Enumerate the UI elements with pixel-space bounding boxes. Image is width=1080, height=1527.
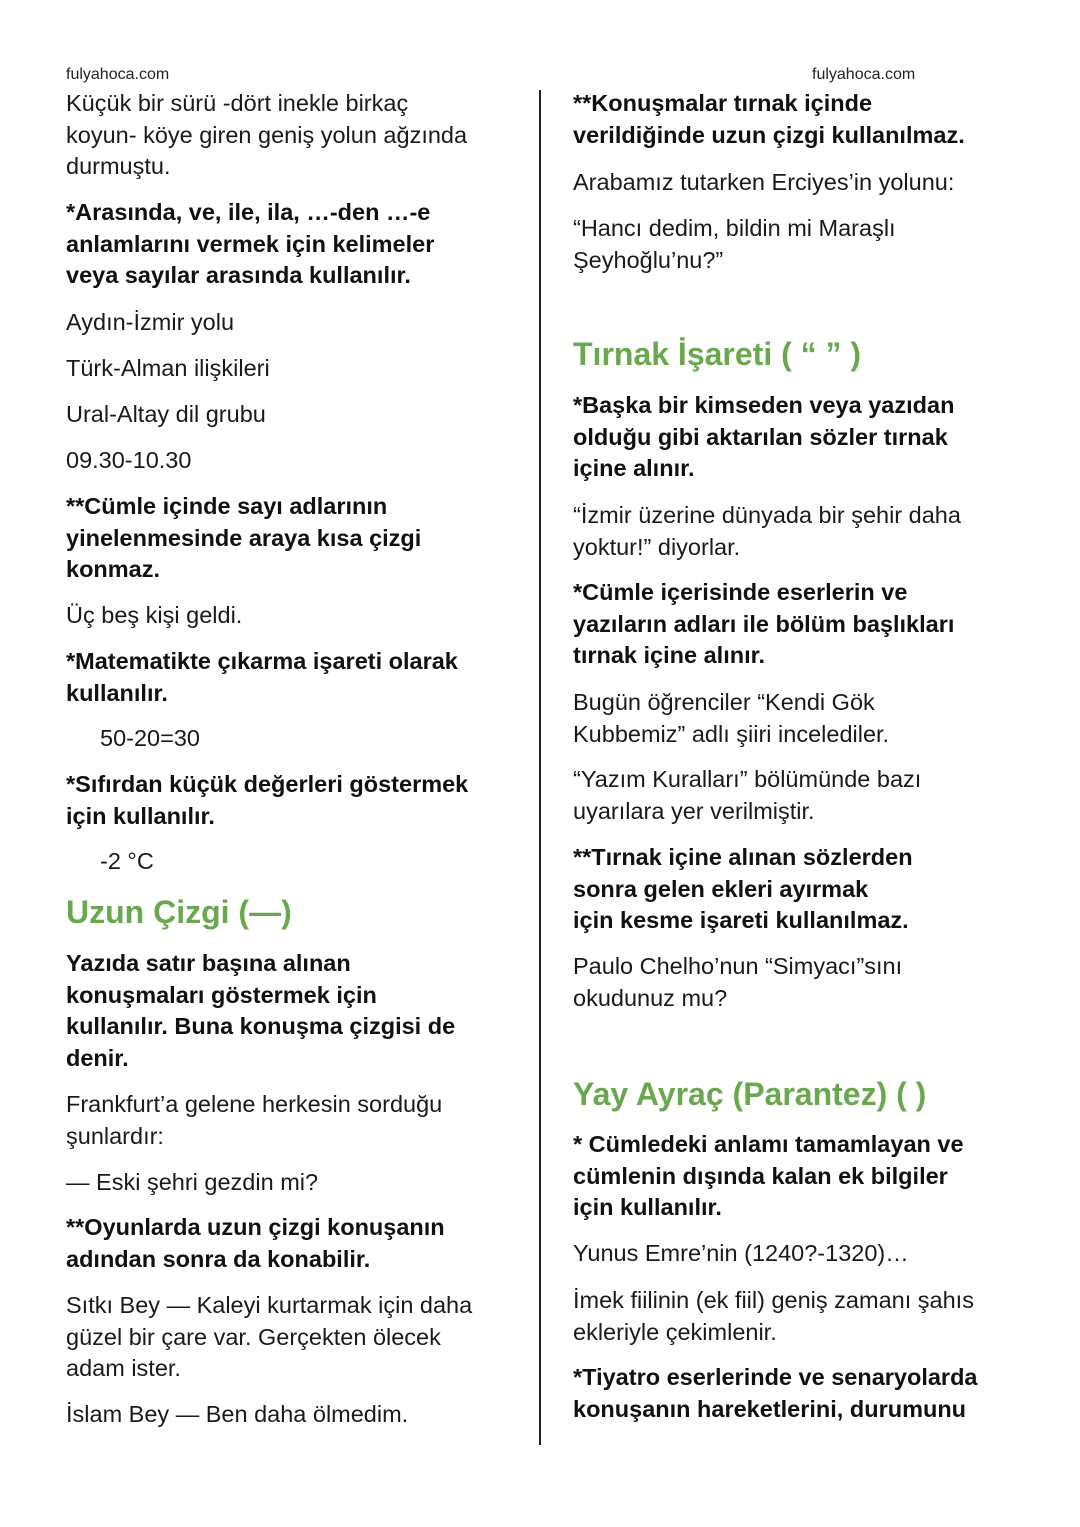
example-text: Yunus Emre’nin (1240?-1320)… [573, 1240, 909, 1266]
example-text: Türk-Alman ilişkileri [66, 355, 270, 381]
rule-text: *Başka bir kimseden veya yazıdan olduğu gibi aktarılan sözler tırnak içine alınır. [573, 392, 955, 481]
rule-text: **Konuşmalar tırnak içinde verildiğinde uzun çizgi kullanılmaz. [573, 90, 965, 148]
rule-text: *Arasında, ve, ile, ila, …-den …-e anlamlarını vermek için kelimeler veya sayılar arasında kullanılır. [66, 199, 435, 288]
rule-text: Yazıda satır başına alınan konuşmaları göstermek için kullanılır. Buna konuşma çizgisi de denir. [66, 950, 456, 1071]
example-text: Bugün öğrenciler “Kendi Gök Kubbemiz” adlı şiiri incelediler. [573, 689, 890, 747]
example-text: Üç beş kişi geldi. [66, 602, 243, 628]
rule-text: **Tırnak içine alınan sözlerden sonra gelen ekleri ayırmak için kesme işareti kullanılmaz. [573, 844, 913, 933]
example-text: İslam Bey — Ben daha ölmedim. [66, 1401, 409, 1427]
section-heading-uzun-cizgi: Uzun Çizgi (—) [66, 894, 292, 930]
column-divider [539, 90, 541, 1445]
example-text: “İzmir üzerine dünyada bir şehir daha yoktur!” diyorlar. [573, 502, 961, 560]
rule-text: *Matematikte çıkarma işareti olarak kullanılır. [66, 648, 458, 706]
example-text: -2 °C [100, 848, 154, 874]
example-text: 09.30-10.30 [66, 447, 192, 473]
example-text: Sıtkı Bey — Kaleyi kurtarmak için daha güzel bir çare var. Gerçekten ölecek adam ister. [66, 1292, 473, 1381]
example-text: Küçük bir sürü -dört inekle birkaç koyun- köye giren geniş yolun ağzında durmuştu. [66, 90, 468, 179]
site-header-right: fulyahoca.com [812, 66, 916, 83]
section-heading-tirnak-isareti: Tırnak İşareti ( “ ” ) [573, 336, 862, 372]
rule-text: * Cümledeki anlamı tamamlayan ve cümlenin dışında kalan ek bilgiler için kullanılır. [573, 1131, 964, 1220]
rule-text: **Oyunlarda uzun çizgi konuşanın adından sonra da konabilir. [66, 1214, 445, 1272]
rule-text: *Tiyatro eserlerinde ve senaryolarda konuşanın hareketlerini, durumunu [573, 1364, 978, 1422]
section-heading-yay-ayrac: Yay Ayraç (Parantez) ( ) [573, 1076, 927, 1112]
rule-text: **Cümle içinde sayı adlarının yinelenmesinde araya kısa çizgi konmaz. [66, 493, 422, 582]
example-text: Arabamız tutarken Erciyes’in yolunu: [573, 169, 955, 195]
example-text: “Hancı dedim, bildin mi Maraşlı Şeyhoğlu’nu?” [573, 215, 896, 273]
example-text: 50-20=30 [100, 725, 200, 751]
example-text: Ural-Altay dil grubu [66, 401, 266, 427]
rule-text: *Cümle içerisinde eserlerin ve yazıların adları ile bölüm başlıkları tırnak içine alınır. [573, 579, 955, 668]
example-text: İmek fiilinin (ek fiil) geniş zamanı şahıs ekleriyle çekimlenir. [573, 1287, 974, 1345]
example-text: Aydın-İzmir yolu [66, 309, 235, 335]
site-header-left: fulyahoca.com [66, 66, 170, 83]
example-text: Frankfurt’a gelene herkesin sorduğu şunlardır: [66, 1091, 443, 1149]
rule-text: *Sıfırdan küçük değerleri göstermek için kullanılır. [66, 771, 469, 829]
example-text: Paulo Chelho’nun “Simyacı”sını okudunuz mu? [573, 953, 903, 1011]
example-text: — Eski şehri gezdin mi? [66, 1169, 319, 1195]
example-text: “Yazım Kuralları” bölümünde bazı uyarılara yer verilmiştir. [573, 766, 922, 824]
